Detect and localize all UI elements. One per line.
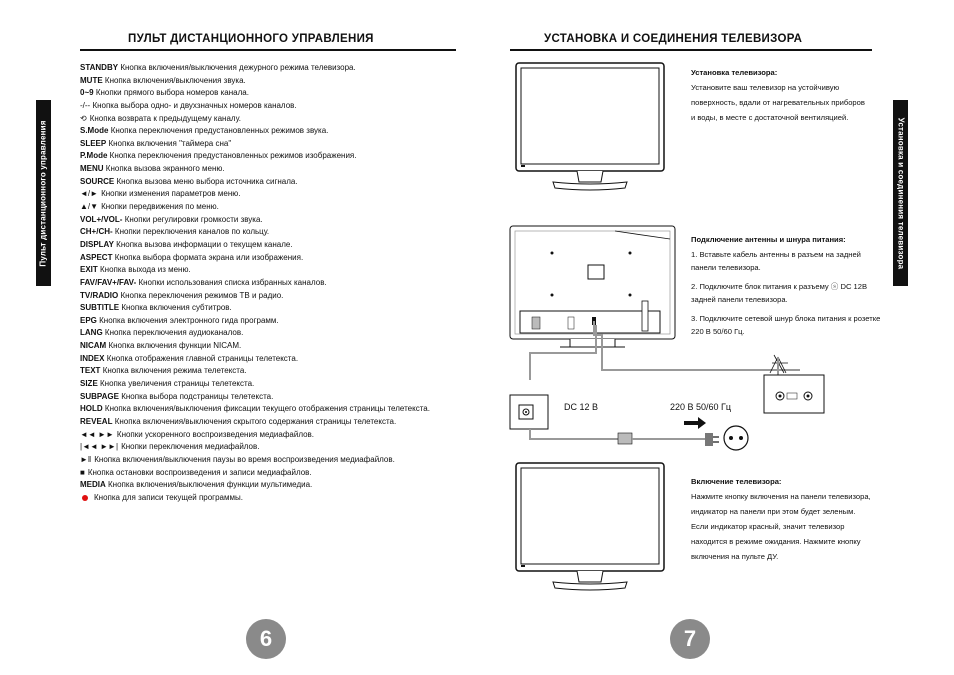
remote-button-item [80,201,430,214]
remote-symbol-icon: ■ [80,467,85,477]
remote-button-description: Кнопка включения электронного гида программ. [99,315,279,325]
remote-button-description: Кнопка включения функции NICAM. [108,341,242,351]
remote-button-key: SIZE [80,379,98,389]
remote-button-item [80,214,430,227]
remote-button-item [80,62,430,75]
remote-button-item [80,277,430,290]
power-on-line: включения на пульте ДУ. [691,552,779,561]
remote-button-description: Кнопка вызова меню выбора источника сигнала. [116,176,298,186]
remote-button-item [80,441,430,454]
remote-button-item [80,176,430,189]
power-on-text [691,474,871,564]
remote-button-item [80,264,430,277]
install-line: Установите ваш телевизор на устойчивую [691,83,840,92]
dc-label: DC 12 В [564,402,599,412]
remote-button-item [80,226,430,239]
remote-button-description: Кнопка включения/выключения звука. [104,75,246,85]
power-on-line: Если индикатор красный, значит телевизор [691,522,845,531]
page-number-left: 6 [246,619,286,659]
remote-button-description: Кнопка включения/выключения скрытого содержания страницы телетекста. [114,416,397,426]
remote-button-key: EXIT [80,265,98,275]
remote-button-key: S.Mode [80,126,109,136]
remote-button-description: Кнопки использования списка избранных каналов. [138,277,327,287]
remote-button-item [80,239,430,252]
right-page-header: УСТАНОВКА И СОЕДИНЕНИЯ ТЕЛЕВИЗОРА [544,33,803,45]
remote-button-description: Кнопка для записи текущей программы. [94,492,243,502]
remote-button-list [80,62,430,504]
remote-button-item [80,340,430,353]
power-on-line: индикатор на панели при этом будет зеленым. [691,507,856,516]
remote-button-description: Кнопка выбора подстраницы телетекста. [121,391,274,401]
remote-button-item [80,125,430,138]
remote-button-key: NICAM [80,341,107,351]
remote-button-item [80,327,430,340]
remote-button-item [80,188,430,201]
remote-button-key: 0~9 [80,88,94,98]
install-title: Установка телевизора: [691,68,778,77]
remote-button-description: Кнопка включения/выключения фиксации текущего отображения страницы телетекста. [104,404,430,414]
remote-button-description: Кнопка переключения предустановленных режимов изображения. [109,151,357,161]
remote-button-description: Кнопки прямого выбора номеров канала. [95,88,249,98]
remote-button-key: SLEEP [80,138,107,148]
remote-button-item [80,454,430,467]
remote-button-key: VOL+/VOL- [80,214,123,224]
install-line: поверхность, вдали от нагревательных приборов [691,98,865,107]
connect-text [691,233,880,338]
record-dot-icon [82,495,88,501]
remote-button-description: Кнопки передвижения по меню. [101,202,219,212]
connect-step3-line: 220 В 50/60 Гц. [691,327,745,336]
remote-button-key: ASPECT [80,252,113,262]
remote-button-key: P.Mode [80,151,108,161]
remote-button-description: Кнопка переключения аудиоканалов. [104,328,244,338]
connect-step1-line: 1. Вставьте кабель антенны в разъем на задней [691,250,861,259]
remote-button-item [80,403,430,416]
remote-symbol-icon: ▲/▼ [80,202,99,212]
remote-button-description: Кнопка отображения главной страницы телетекста. [106,353,299,363]
remote-button-key: HOLD [80,404,103,414]
remote-button-key: STANDBY [80,63,119,72]
remote-button-item [80,150,430,163]
remote-button-key: EPG [80,315,97,325]
remote-button-description: Кнопки переключения медиафайлов. [121,442,260,452]
left-side-tab [36,100,51,286]
remote-button-key: FAV/FAV+/FAV- [80,277,137,287]
remote-button-description: Кнопка выхода из меню. [100,265,191,275]
install-text [691,65,865,125]
remote-button-item [80,163,430,176]
power-on-title: Включение телевизора: [691,477,782,486]
remote-button-description: Кнопка вызова экранного меню. [105,164,225,174]
remote-button-description: Кнопка вызова информации о текущем канале. [116,239,293,249]
right-header-rule [510,49,872,51]
power-on-line: Нажмите кнопку включения на панели телевизора, [691,492,871,501]
right-side-tab-label: Установка и соединения телевизора [896,117,905,269]
remote-button-item [80,75,430,88]
remote-button-key: SOURCE [80,176,115,186]
remote-button-description: Кнопка включения "таймера сна" [108,138,232,148]
mains-label: 220 В 50/60 Гц [670,402,732,412]
remote-button-description: Кнопка переключения режимов ТВ и радио. [120,290,284,300]
remote-button-description: Кнопки регулировки громкости звука. [124,214,263,224]
remote-button-key: INDEX [80,353,105,363]
remote-symbol-icon: ⟲ [80,113,87,123]
remote-button-item [80,429,430,442]
remote-button-description: Кнопка включения/выключения дежурного режима телевизора. [120,63,356,72]
connect-step2-line: задней панели телевизора. [691,295,788,304]
remote-button-description: Кнопка переключения предустановленных режимов звука. [110,126,329,136]
remote-button-item [80,87,430,100]
remote-button-key: MUTE [80,75,103,85]
remote-button-item [80,378,430,391]
remote-button-description: Кнопка выбора формата экрана или изображения. [114,252,304,262]
remote-symbol-icon: ►‖ [80,454,92,464]
remote-button-item [80,353,430,366]
left-side-tab-label: Пульт дистанционного управления [39,119,49,267]
remote-button-item [80,315,430,328]
remote-button-item [80,138,430,151]
tv-front-illustration-bottom [515,462,665,594]
remote-symbol-icon: |◄◄ ►►| [80,442,119,452]
remote-button-item [80,479,430,492]
remote-button-description: Кнопки изменения параметров меню. [101,189,241,199]
remote-button-key: TEXT [80,366,101,376]
remote-button-description: Кнопки ускоренного воспроизведения медиафайлов. [116,429,315,439]
remote-button-description: Кнопка включения субтитров. [121,303,232,313]
remote-button-key: REVEAL [80,416,113,426]
remote-button-description: Кнопка остановки воспроизведения и записи медиафайлов. [87,467,312,477]
remote-button-description: Кнопка включения режима телетекста. [102,366,247,376]
remote-button-item [80,467,430,480]
connect-step3-line: 3. Подключите сетевой шнур блока питания к розетке [691,314,881,323]
remote-button-key: DISPLAY [80,239,114,249]
remote-symbol-icon: ◄/► [80,189,99,199]
remote-button-description: Кнопка включения/выключения функции мультимедиа. [108,480,313,490]
remote-button-key: LANG [80,328,103,338]
remote-button-item [80,365,430,378]
remote-button-key: TV/RADIO [80,290,119,300]
tv-front-illustration-top [515,62,665,194]
remote-button-item [80,113,430,126]
remote-symbol-icon: ◄◄ ►► [80,429,114,439]
install-line: и воды, в месте с достаточной вентиляцией. [691,113,849,122]
remote-button-key: CH+/CH- [80,227,113,237]
remote-button-item [80,100,430,113]
remote-button-item [80,416,430,429]
right-page [477,0,954,675]
page-number-right: 7 [670,619,710,659]
remote-button-item [80,290,430,303]
remote-button-description: Кнопка возврата к предыдущему каналу. [89,113,242,123]
remote-button-key: SUBTITLE [80,303,120,313]
remote-button-description: Кнопка увеличения страницы телетекста. [100,379,255,389]
remote-button-key: MENU [80,164,104,174]
remote-button-description: -/-- Кнопка выбора одно- и двухзначных номеров каналов. [80,100,297,110]
connect-title: Подключение антенны и шнура питания: [691,235,846,244]
power-on-line: находится в режиме ожидания. Нажмите кнопку [691,537,861,546]
left-page-header: ПУЛЬТ ДИСТАНЦИОННОГО УПРАВЛЕНИЯ [128,33,374,45]
remote-button-description: Кнопки переключения каналов по кольцу. [114,227,270,237]
connect-step1-line: панели телевизора. [691,263,761,272]
remote-button-key: SUBPAGE [80,391,119,401]
remote-button-item [80,302,430,315]
right-side-tab [893,100,908,286]
left-header-rule [80,49,456,51]
remote-button-item [80,492,430,505]
remote-button-key: MEDIA [80,480,106,490]
remote-button-item [80,391,430,404]
remote-button-description: Кнопка включения/выключения паузы во время воспроизведения медиафайлов. [94,454,395,464]
remote-button-item [80,252,430,265]
connect-step2-line: 2. Подключите блок питания к разъему ⓢ DC 12В [691,282,868,291]
